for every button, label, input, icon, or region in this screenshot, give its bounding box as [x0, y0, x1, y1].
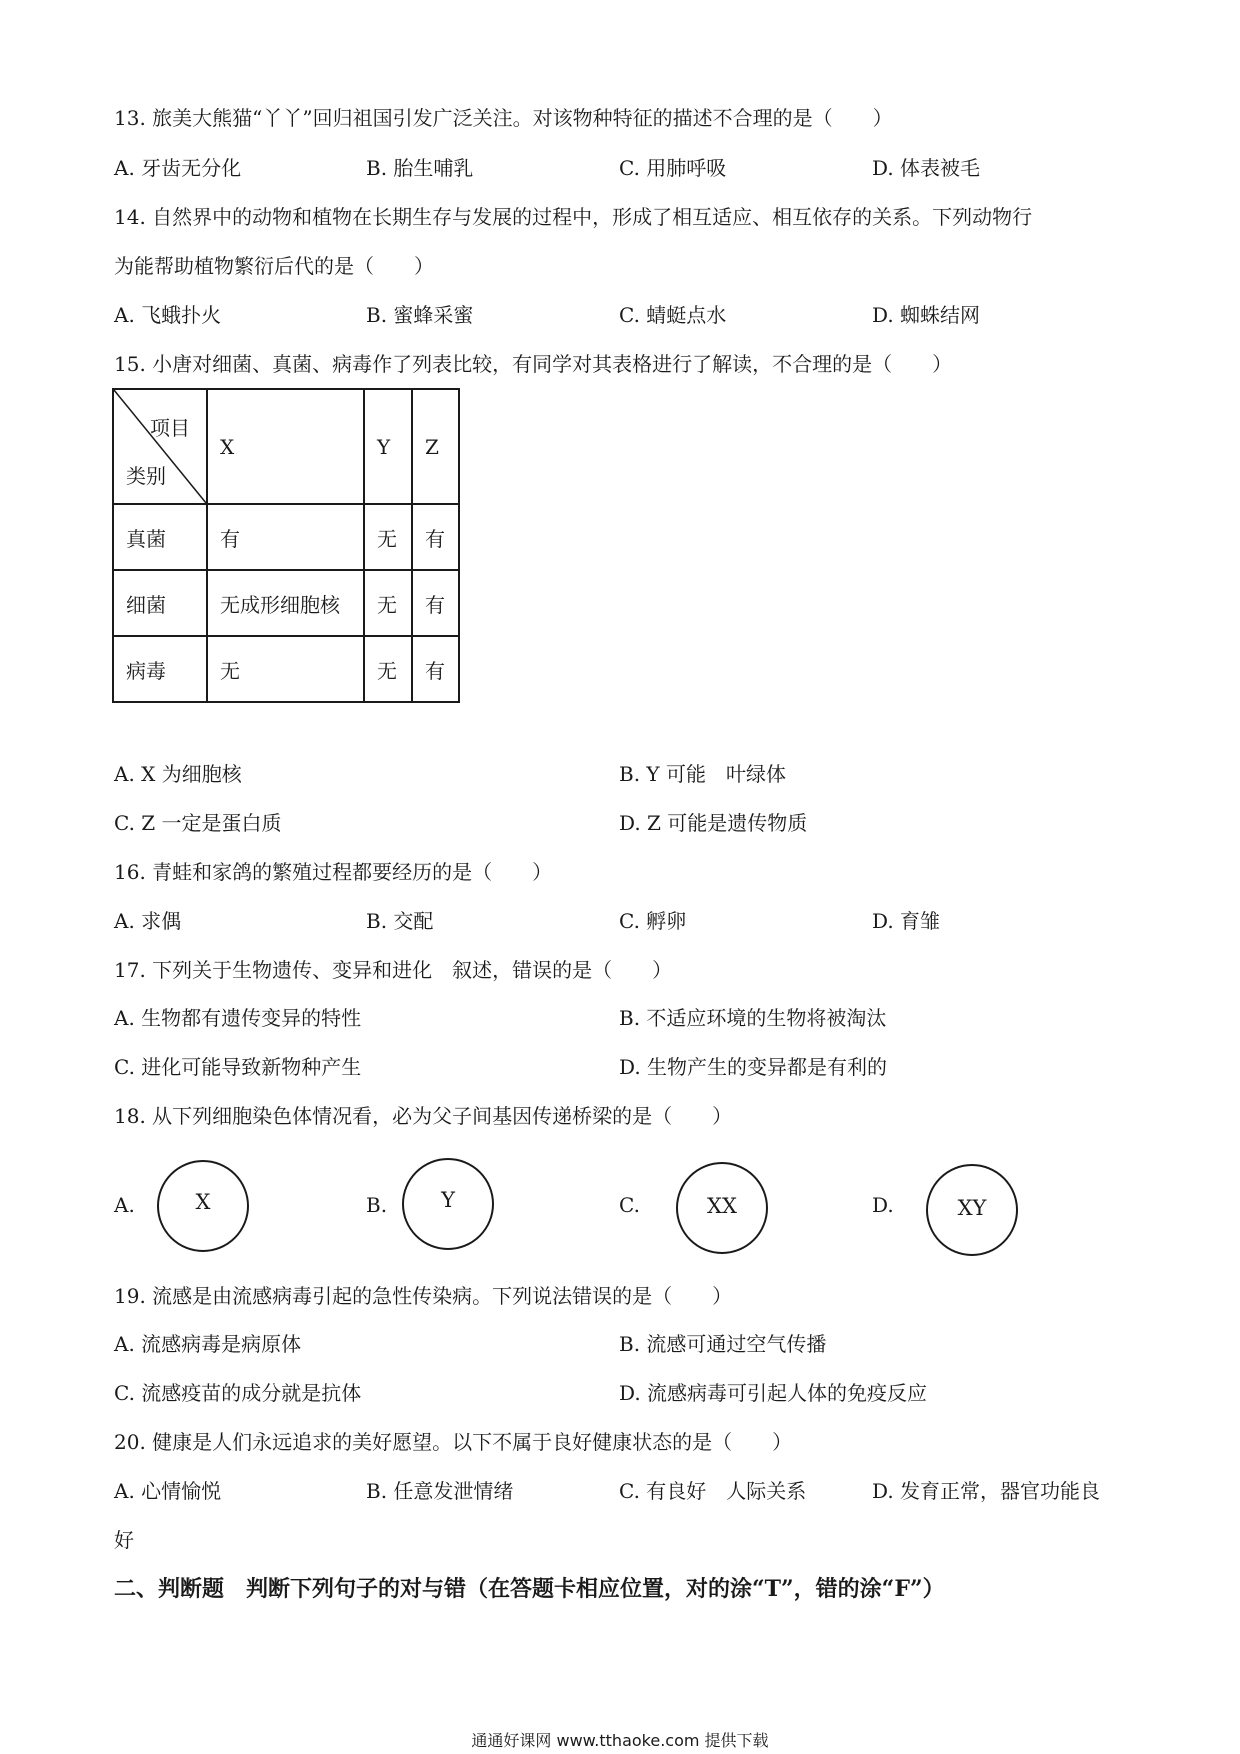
q16-option-b: B. 交配	[366, 909, 434, 933]
cell-x: 无成形细胞核	[207, 570, 364, 636]
q19-option-b: B. 流感可通过空气传播	[619, 1332, 827, 1356]
q16-stem: 16. 青蛙和家鸽的繁殖过程都要经历的是（ ）	[114, 860, 553, 884]
cell-z: 有	[412, 570, 459, 636]
row-name: 病毒	[113, 636, 207, 702]
q14-option-c: C. 蜻蜓点水	[619, 303, 727, 327]
cell-z: 有	[412, 504, 459, 570]
table-corner-cell	[113, 389, 207, 504]
header-z: Z	[412, 389, 459, 504]
section-heading: 二、判断题 判断下列句子的对与错（在答题卡相应位置，对的涂“T”，错的涂“F”）	[114, 1576, 945, 1602]
q15-stem: 15. 小唐对细菌、真菌、病毒作了列表比较，有同学对其表格进行了解读，不合理的是（ ）	[114, 352, 953, 376]
q18-stem: 18. 从下列细胞染色体情况看，必为父子间基因传递桥梁的是（ ）	[114, 1104, 733, 1128]
q15-option-a: A. X 为细胞核	[114, 762, 242, 786]
q13-option-d: D. 体表被毛	[872, 156, 981, 180]
table-row	[113, 636, 459, 702]
chromosome-label: Y	[441, 1188, 455, 1212]
q14-stem-line2: 为能帮助植物繁衍后代的是（ ）	[114, 254, 434, 278]
q15-table	[112, 388, 460, 703]
q20-option-c: C. 有良好 人际关系	[619, 1479, 807, 1503]
q20-option-d-wrap: 好	[114, 1528, 134, 1552]
cell-x: 有	[207, 504, 364, 570]
q18-option-d-label: D.	[872, 1193, 894, 1217]
q14-stem-line1: 14. 自然界中的动物和植物在长期生存与发展的过程中，形成了相互适应、相互依存的关系。下列动物行	[114, 205, 1033, 229]
chromosome-label: XY	[957, 1196, 987, 1220]
cell-circle-c	[676, 1162, 768, 1254]
q19-stem: 19. 流感是由流感病毒引起的急性传染病。下列说法错误的是（ ）	[114, 1284, 733, 1308]
q18-option-b-label: B.	[366, 1193, 388, 1217]
row-name: 真菌	[113, 504, 207, 570]
header-y: Y	[364, 389, 412, 504]
cell-z: 有	[412, 636, 459, 702]
q17-option-a: A. 生物都有遗传变异的特性	[114, 1006, 362, 1030]
q17-stem: 17. 下列关于生物遗传、变异和进化 叙述，错误的是（ ）	[114, 958, 673, 982]
q13-option-b: B. 胎生哺乳	[366, 156, 474, 180]
q17-option-b: B. 不适应环境的生物将被淘汰	[619, 1006, 887, 1030]
corner-label-category: 类别	[126, 464, 166, 488]
cell-y: 无	[364, 570, 412, 636]
chromosome-label: XX	[707, 1194, 737, 1218]
cell-y: 无	[364, 504, 412, 570]
header-x: X	[207, 389, 364, 504]
q17-option-d: D. 生物产生的变异都是有利的	[619, 1055, 888, 1079]
q16-option-a: A. 求偶	[114, 909, 182, 933]
q13-stem: 13. 旅美大熊猫“丫丫”回归祖国引发广泛关注。对该物种特征的描述不合理的是（ ）	[114, 106, 893, 130]
q20-option-b: B. 任意发泄情绪	[366, 1479, 514, 1503]
q19-option-c: C. 流感疫苗的成分就是抗体	[114, 1381, 362, 1405]
cell-y: 无	[364, 636, 412, 702]
table-row	[113, 570, 459, 636]
chromosome-label: X	[195, 1190, 211, 1214]
row-name: 细菌	[113, 570, 207, 636]
table-row	[113, 504, 459, 570]
cell-x: 无	[207, 636, 364, 702]
q13-option-a: A. 牙齿无分化	[114, 156, 242, 180]
q19-option-d: D. 流感病毒可引起人体的免疫反应	[619, 1381, 928, 1405]
q18-option-c-label: C.	[619, 1193, 640, 1217]
q19-option-a: A. 流感病毒是病原体	[114, 1332, 302, 1356]
q13-option-c: C. 用肺呼吸	[619, 156, 727, 180]
q16-option-d: D. 育雏	[872, 909, 941, 933]
q20-option-d: D. 发育正常，器官功能良	[872, 1479, 1101, 1503]
q14-option-a: A. 飞蛾扑火	[114, 303, 222, 327]
q18-option-a-label: A.	[114, 1193, 135, 1217]
q14-option-d: D. 蜘蛛结网	[872, 303, 981, 327]
q14-option-b: B. 蜜蜂采蜜	[366, 303, 474, 327]
q20-option-a: A. 心情愉悦	[114, 1479, 222, 1503]
q17-option-c: C. 进化可能导致新物种产生	[114, 1055, 362, 1079]
q16-option-c: C. 孵卵	[619, 909, 687, 933]
cell-circle-a	[157, 1160, 249, 1252]
q15-option-b: B. Y 可能 叶绿体	[619, 762, 786, 786]
cell-circle-b	[402, 1158, 494, 1250]
q15-option-d: D. Z 可能是遗传物质	[619, 811, 808, 835]
footer-text: 通通好课网 www.tthaoke.com 提供下载	[471, 1731, 769, 1750]
cell-circle-d	[926, 1164, 1018, 1256]
q20-stem: 20. 健康是人们永远追求的美好愿望。以下不属于良好健康状态的是（ ）	[114, 1430, 793, 1454]
corner-label-item: 项目	[150, 416, 190, 440]
q15-option-c: C. Z 一定是蛋白质	[114, 811, 282, 835]
